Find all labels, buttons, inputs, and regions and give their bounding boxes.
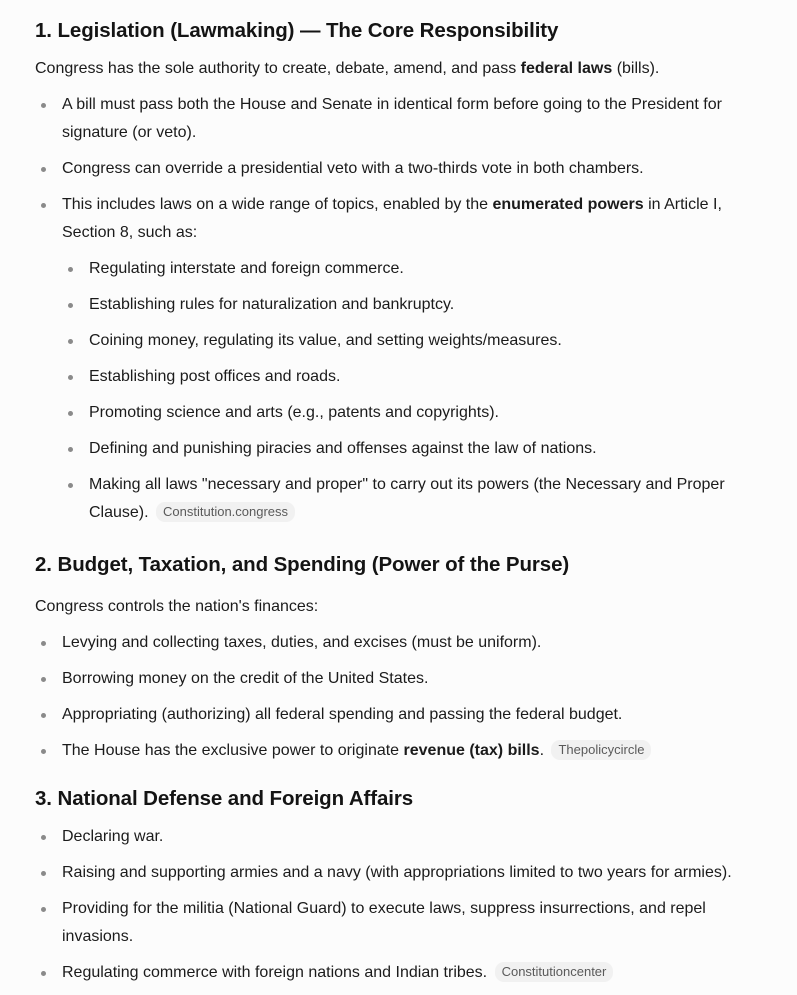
section-budget xyxy=(35,552,777,773)
nested-list-item: Regulating interstate and foreign commerce. xyxy=(62,255,777,283)
nested-list-item: Defining and punishing piracies and offenses against the law of nations. xyxy=(62,435,777,463)
list-item-text: Regulating commerce with foreign nations and Indian tribes. xyxy=(62,964,488,981)
citation-chip[interactable]: Thepolicycircle xyxy=(551,740,651,760)
list-item: Levying and collecting taxes, duties, and excises (must be uniform). xyxy=(35,629,777,657)
list-item: Borrowing money on the credit of the United States. xyxy=(35,665,777,693)
list-item: Raising and supporting armies and a navy (with appropriations limited to two years for armies). xyxy=(35,859,777,887)
list-item xyxy=(35,191,777,527)
list-item-text: . xyxy=(539,742,545,759)
list-item-bold-text: revenue (tax) bills xyxy=(403,742,540,759)
list-item xyxy=(35,959,777,987)
section-heading-budget: 2. Budget, Taxation, and Spending (Power of the Purse) xyxy=(35,553,570,576)
section-legislation xyxy=(35,57,777,535)
bullet-list xyxy=(35,629,777,765)
nested-list-item: Promoting science and arts (e.g., patents and copyrights). xyxy=(62,399,777,427)
list-item-text: The House has the exclusive power to originate xyxy=(62,742,404,759)
bullet-list xyxy=(35,91,777,527)
section-intro: Congress controls the nation's finances: xyxy=(35,598,319,615)
list-item xyxy=(35,737,777,765)
list-item: A bill must pass both the House and Senate in identical form before going to the President for signature (or veto). xyxy=(35,91,777,147)
list-item-text: in Article I, Section 8, such as: xyxy=(62,196,722,241)
nested-list-item: Coining money, regulating its value, and setting weights/measures. xyxy=(62,327,777,355)
intro-text: Congress has the sole authority to create, debate, amend, and pass xyxy=(35,60,521,77)
citation-chip[interactable]: Constitution.congress xyxy=(156,502,295,522)
section-defense xyxy=(35,786,777,995)
citation-chip[interactable]: Constitutioncenter xyxy=(495,962,614,982)
nested-list-item: Establishing rules for naturalization and bankruptcy. xyxy=(62,291,777,319)
nested-list-item xyxy=(62,471,777,527)
nested-bullet-list xyxy=(62,255,777,527)
section-heading-defense: 3. National Defense and Foreign Affairs xyxy=(35,787,414,810)
bullet-list xyxy=(35,823,777,987)
section-heading-legislation: 1. Legislation (Lawmaking) — The Core Responsibility xyxy=(35,19,559,42)
intro-text: (bills). xyxy=(612,60,660,77)
list-item-bold-text: enumerated powers xyxy=(492,196,644,213)
nested-list-item: Establishing post offices and roads. xyxy=(62,363,777,391)
list-item: Appropriating (authorizing) all federal spending and passing the federal budget. xyxy=(35,701,777,729)
section-intro xyxy=(35,57,777,81)
nested-list-item-text: Making all laws "necessary and proper" to carry out its powers (the Necessary and Proper Clause). xyxy=(89,476,725,521)
list-item: Providing for the militia (National Guard) to execute laws, suppress insurrections, and repel invasions. xyxy=(35,895,777,951)
list-item: Declaring war. xyxy=(35,823,777,851)
intro-bold-text: federal laws xyxy=(520,60,613,77)
list-item-text: This includes laws on a wide range of topics, enabled by the xyxy=(62,196,493,213)
list-item: Congress can override a presidential veto with a two-thirds vote in both chambers. xyxy=(35,155,777,183)
